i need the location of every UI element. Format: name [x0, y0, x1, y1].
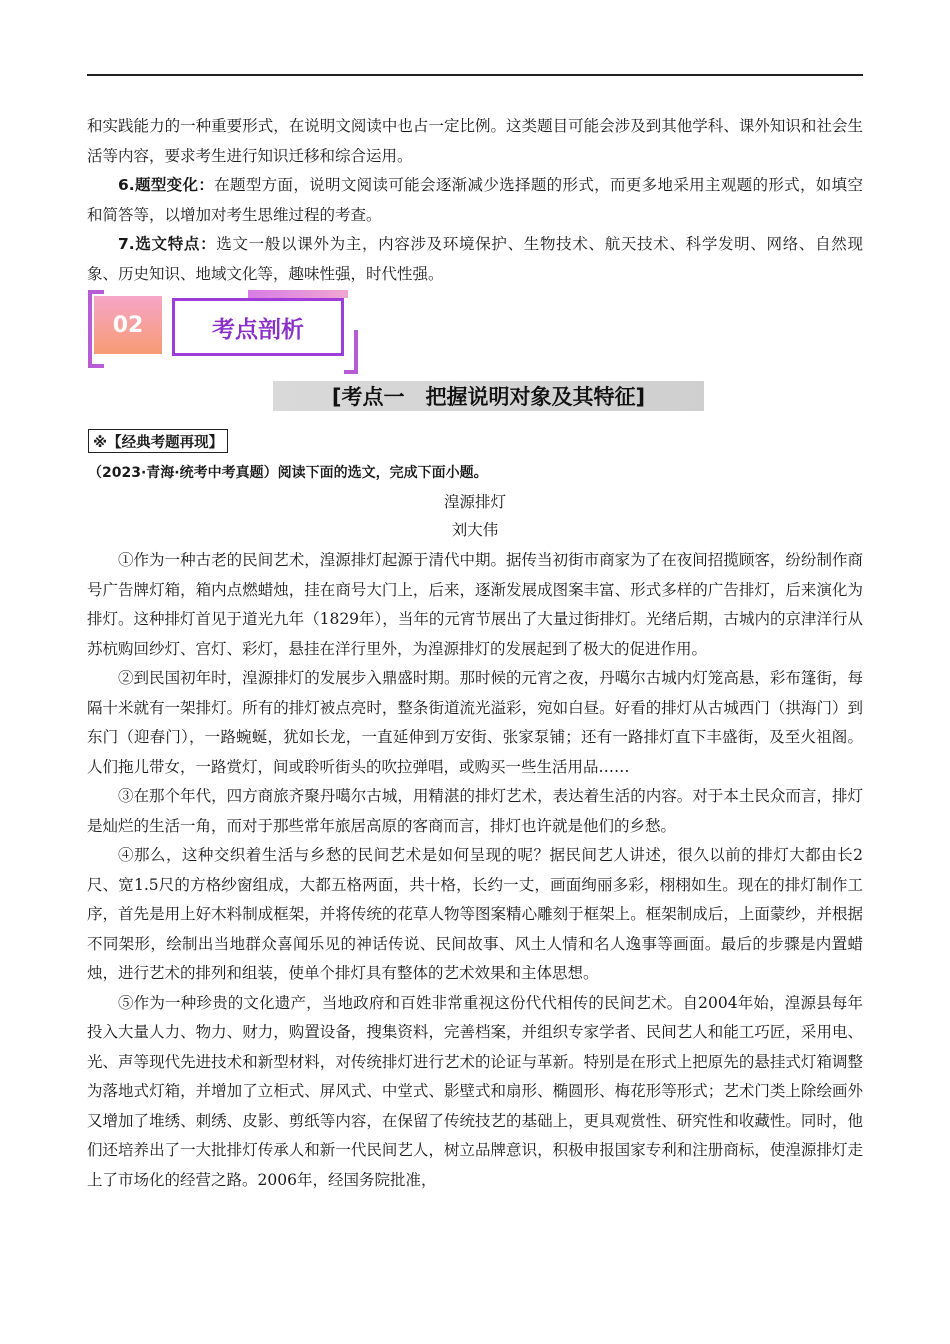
- article-paragraph-1: ①作为一种古老的民间艺术，湟源排灯起源于清代中期。据传当初街市商家为了在夜间招揽顾客，纷纷制作商号广告牌灯箱，箱内点燃蜡烛，挂在商号大门上，后来，逐渐发展成图案丰富、形式多样的广告排灯，后来演化为排灯。这种排灯首见于道光九年（1829年），当年的元宵节展出了大量过街排灯。光绪后期，古城内的京津洋行从苏杭购回纱灯、宫灯、彩灯，悬挂在洋行里外，为湟源排灯的发展起到了极大的促进作用。: [87, 551, 863, 658]
- article-body: [87, 546, 863, 1195]
- source-line: （2023·青海·统考中考真题）阅读下面的选文，完成下面小题。: [88, 465, 488, 481]
- banner-number: 02: [94, 296, 162, 354]
- banner-title: 考点剖析: [172, 298, 344, 356]
- item-7: [87, 230, 863, 289]
- banner-bracket-right: [344, 330, 358, 374]
- item-6-text: 在题型方面，说明文阅读可能会逐渐减少选择题的形式，而更多地采用主观题的形式，如填空和简答等，以增加对考生思维过程的考查。: [87, 176, 863, 224]
- banner-decoration: [248, 290, 348, 298]
- article-paragraph-3: ③在那个年代，四方商旅齐聚丹噶尔古城，用精湛的排灯艺术，表达着生活的内容。对于本土民众而言，排灯是灿烂的生活一角，而对于那些常年旅居高原的客商而言，排灯也许就是他们的乡愁。: [87, 787, 863, 835]
- header-rule: [87, 74, 863, 76]
- article-paragraph-4: ④那么，这种交织着生活与乡愁的民间艺术是如何呈现的呢？据民间艺人讲述，很久以前的排灯大都由长2尺、宽1.5尺的方格纱窗组成，大都五格两面，共十格，长约一丈，画面绚丽多彩，栩栩如生。现在的排灯制作工序，首先是用上好木料制成框架，并将传统的花草人物等图案精心雕刻于框架上。框架制成后，上面蒙纱，并根据不同架形，绘制出当地群众喜闻乐见的神话传说、民间故事、风土人情和名人逸事等画面。最后的步骤是内置蜡烛，进行艺术的排列和组装，使单个排灯具有整体的艺术效果和主体思想。: [87, 846, 863, 982]
- section-banner: [88, 290, 358, 370]
- article-paragraph-2: ②到民国初年时，湟源排灯的发展步入鼎盛时期。那时候的元宵之夜，丹噶尔古城内灯笼高悬，彩布篷街，每隔十米就有一架排灯。所有的排灯被点亮时，整条街道流光溢彩，宛如白昼。好看的排灯从古城西门（拱海门）到东门（迎春门），一路蜿蜒，犹如长龙，一直延伸到万安街、张家泵铺；还有一路排灯直下丰盛街，及至火祖阁。人们拖儿带女，一路赏灯，间或聆听街头的吹拉弹唱，或购买一些生活用品……: [87, 669, 863, 776]
- classic-label: ※【经典考题再现】: [88, 429, 228, 453]
- item-6: [87, 171, 863, 230]
- article-paragraph-5: ⑤作为一种珍贵的文化遗产，当地政府和百姓非常重视这份代代相传的民间艺术。自2004年始，湟源县每年投入大量人力、物力、财力，购置设备，搜集资料，完善档案，并组织专家学者、民间艺人和能工巧匠，采用电、光、声等现代先进技术和新型材料，对传统排灯进行艺术的论证与革新。特别是在形式上把原先的悬挂式灯箱调整为落地式灯箱，并增加了立柜式、屏风式、中堂式、影壁式和扇形、椭圆形、梅花形等形式；艺术门类上除绘画外又增加了堆绣、刺绣、皮影、剪纸等内容，在保留了传统技艺的基础上，更具观赏性、研究性和收藏性。同时，他们还培养出了一大批排灯传承人和新一代民间艺人，树立品牌意识，积极申报国家专利和注册商标，使湟源排灯走上了市场化的经营之路。2006年，经国务院批准，: [87, 993, 863, 1189]
- intro-section: [87, 112, 863, 289]
- item-6-label: 6.题型变化：: [118, 176, 215, 194]
- article-title: 湟源排灯: [443, 493, 506, 511]
- item-7-text: 选文一般以课外为主，内容涉及环境保护、生物技术、航天技术、科学发明、网络、自然现象、历史知识、地域文化等，趣味性强，时代性强。: [87, 235, 863, 283]
- item-7-label: 7.选文特点：: [118, 235, 217, 253]
- intro-paragraph: 和实践能力的一种重要形式，在说明文阅读中也占一定比例。这类题目可能会涉及到其他学科、课外知识和社会生活等内容，要求考生进行知识迁移和综合运用。: [87, 117, 863, 165]
- article-author: 刘大伟: [451, 521, 499, 539]
- kaodian-heading: [考点一 把握说明对象及其特征]: [273, 381, 704, 411]
